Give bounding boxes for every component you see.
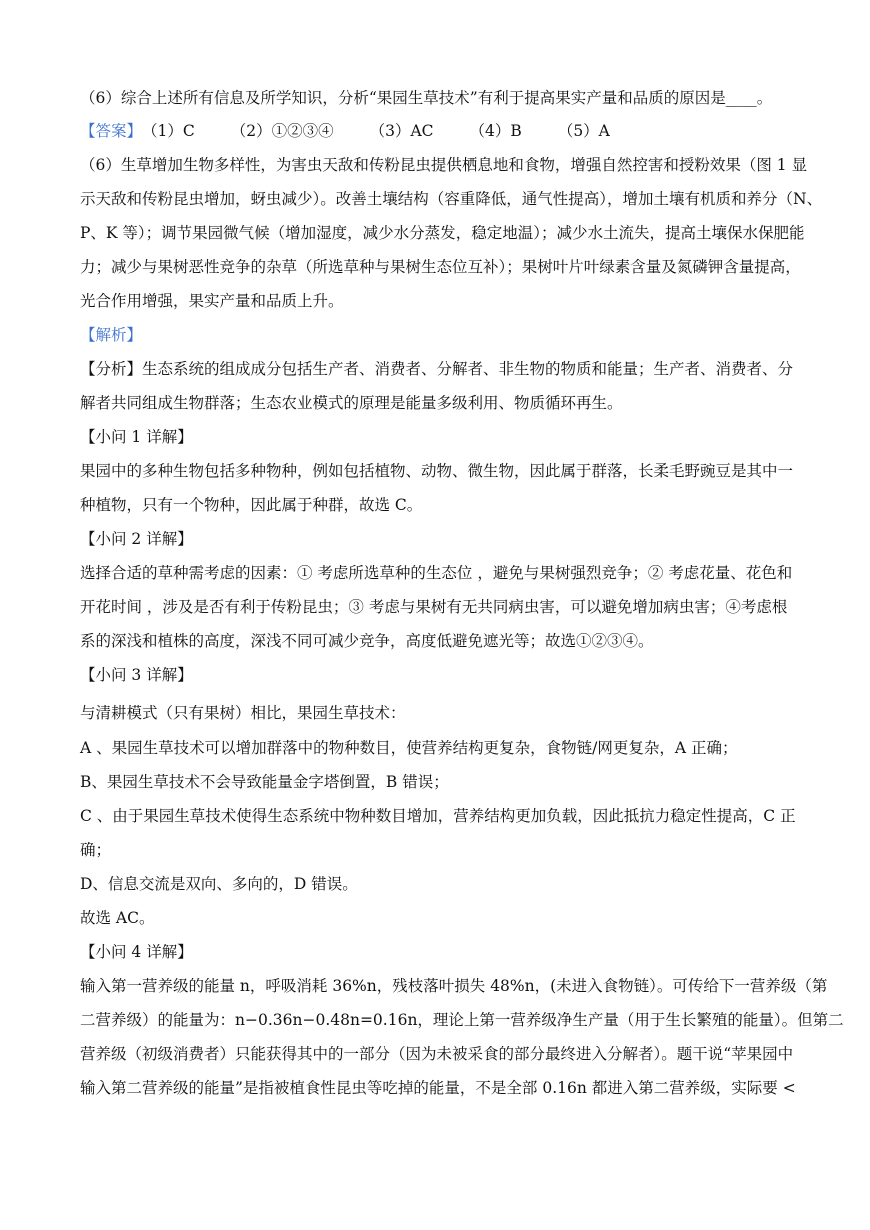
- q4-line: 二营养级）的能量为：n−0.36n−0.48n=0.16n，理论上第一营养级净生产量（用于生长繁殖的能量）。但第二: [80, 1011, 844, 1029]
- answer-item: （1）C: [142, 122, 195, 140]
- answer-tag: 【答案】: [80, 122, 143, 140]
- answer-item: （5）A: [557, 122, 610, 140]
- answer-line: [80, 121, 800, 141]
- q2-heading: 【小问 2 详解】: [80, 530, 193, 548]
- q3-heading: 【小问 3 详解】: [80, 666, 193, 684]
- jiexi-heading: 【解析】: [80, 326, 143, 344]
- q1-line: 种植物，只有一个物种，因此属于种群，故选 C。: [80, 496, 423, 514]
- q4-heading: 【小问 4 详解】: [80, 943, 193, 961]
- answer6-line: 力；减少与果树恶性竞争的杂草（所选草种与果树生态位互补）；果树叶片叶绿素含量及氮磷钾含量提高，: [80, 258, 801, 276]
- q2-line: 系的深浅和植株的高度，深浅不同可减少竞争，高度低避免遮光等；故选①②③④。: [80, 632, 654, 650]
- fenxi-line: 【分析】生态系统的组成成分包括生产者、消费者、分解者、非生物的物质和能量；生产者、消费者、分: [80, 360, 794, 378]
- fenxi-line: 解者共同组成生物群落；生态农业模式的原理是能量多级利用、物质循环再生。: [80, 394, 623, 412]
- answer-item: （2）①②③④: [230, 122, 334, 140]
- q3-line: 确；: [80, 841, 112, 859]
- q3-line: B、果园生草技术不会导致能量金字塔倒置，B 错误；: [80, 773, 449, 791]
- answer-item: （3）AC: [369, 122, 434, 140]
- q1-line: 果园中的多种生物包括多种物种，例如包括植物、动物、微生物，因此属于群落，长柔毛野豌豆是其中一: [80, 462, 794, 480]
- q3-line: 与清耕模式（只有果树）相比，果园生草技术：: [80, 704, 406, 722]
- q1-heading: 【小问 1 详解】: [80, 428, 193, 446]
- answer-item: （4）B: [469, 122, 522, 140]
- q3-line: C 、由于果园生草技术使得生态系统中物种数目增加，营养结构更加负载，因此抵抗力稳定性提高，C 正: [80, 807, 796, 825]
- q3-line: A 、果园生草技术可以增加群落中的物种数目，使营养结构更复杂，食物链/网更复杂，A 正确；: [80, 739, 738, 757]
- q4-line: 输入第二营养级的能量”是指被植食性昆虫等吃掉的能量，不是全部 0.16n 都进入第二营养级，实际要 <: [80, 1079, 796, 1097]
- answer6-line: 示天敌和传粉昆虫增加，蚜虫减少）。改善土壤结构（容重降低，通气性提高），增加土壤有机质和养分（N、: [80, 190, 823, 208]
- q2-line: 开花时间 ，涉及是否有利于传粉昆虫；③ 考虑与果树有无共同病虫害，可以避免增加病虫害；④考虑根: [80, 598, 788, 616]
- answer6-line: 光合作用增强，果实产量和品质上升。: [80, 292, 344, 310]
- q3-line: 故选 AC。: [80, 909, 155, 927]
- question-6-text: （6）综合上述所有信息及所学知识，分析“果园生草技术”有利于提高果实产量和品质的原因是____。: [80, 89, 773, 107]
- q4-line: 输入第一营养级的能量 n，呼吸消耗 36%n，残枝落叶损失 48%n，(未进入食物链）。可传给下一营养级（第: [80, 977, 828, 995]
- answer6-line: P、K 等）；调节果园微气候（增加湿度，减少水分蒸发，稳定地温）；减少水土流失，提高土壤保水保肥能: [80, 224, 805, 242]
- answer6-line: （6）生草增加生物多样性，为害虫天敌和传粉昆虫提供栖息地和食物，增强自然控害和授粉效果（图 1 显: [80, 156, 808, 174]
- q4-line: 营养级（初级消费者）只能获得其中的一部分（因为未被采食的部分最终进入分解者）。题干说“苹果园中: [80, 1045, 794, 1063]
- q2-line: 选择合适的草种需考虑的因素：① 考虑所选草种的生态位 ，避免与果树强烈竞争；② 考虑花量、花色和: [80, 564, 793, 582]
- q3-line: D、信息交流是双向、多向的，D 错误。: [80, 875, 358, 893]
